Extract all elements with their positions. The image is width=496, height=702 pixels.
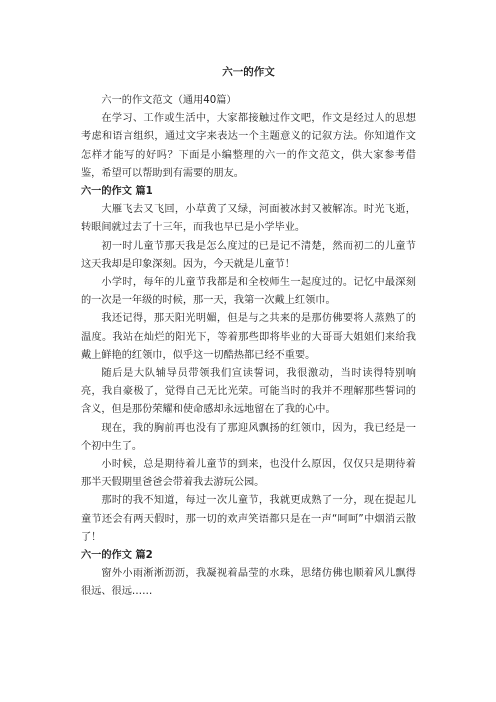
section-1-paragraph: 那时的我不知道，每过一次儿童节，我就更成熟了一分，现在提起儿童节还会有两天假时，那一切的欢声笑语都只是在一声“呵呵”中烟消云散了！ <box>81 495 416 543</box>
section-1-paragraph: 小学时，每年的儿童节我都是和全校师生一起度过的。记忆中最深刻的一次是一年级的时候，那一天，我第一次戴上红领巾。 <box>81 277 416 307</box>
document-title: 六一的作文 <box>222 66 275 78</box>
section-1-paragraph: 初一时儿童节那天我是怎么度过的已是记不清楚，然而初二的儿童节这天我却是印象深刻。因为，今天就是儿童节！ <box>81 240 416 270</box>
section-2-paragraph: 窗外小雨淅淅沥沥，我凝视着晶莹的水珠，思绪仿佛也顺着风儿飘得很远、很远…… <box>81 568 416 598</box>
intro-paragraph-2: 在学习、工作或生活中，大家都接触过作文吧，作文是经过人的思想考虑和语言组织，通过文字来表达一个主题意义的记叙方法。你知道作文怎样才能写的好吗？下面是小编整理的六一的作文范文，供大家参考借鉴，希望可以帮助到有需要的朋友。 <box>81 113 416 179</box>
section-1-paragraph: 小时候，总是期待着儿童节的到来，也没什么原因，仅仅只是期待着那半天假期里爸爸会带着我去游玩公园。 <box>81 459 416 489</box>
intro-paragraph-1: 六一的作文范文（通用40篇） <box>101 95 237 106</box>
section-1-paragraph: 大雁飞去又飞回，小草黄了又绿，河面被冰封又被解冻。时光飞逝，转眼间就过去了十三年，而我也早已是小学毕业。 <box>81 204 416 234</box>
section-1-paragraph: 现在，我的胸前再也没有了那迎风飘扬的红领巾，因为，我已经是一个初中生了。 <box>81 422 416 452</box>
section-heading-2: 六一的作文 篇2 <box>81 550 153 562</box>
section-1-paragraph: 我还记得，那天阳光明媚，但是与之共来的是那仿佛要将人蒸熟了的温度。我站在灿烂的阳光下，等着那些即将毕业的大哥哥大姐姐们来给我戴上鲜艳的红领巾，似乎这一切酷热都已经不重要。 <box>81 313 416 361</box>
section-heading-1: 六一的作文 篇1 <box>81 186 153 198</box>
section-1-paragraph: 随后是大队辅导员带领我们宣读誓词，我很激动，当时读得特别响亮，我自豪极了，觉得自己无比光荣。可能当时的我并不理解那些誓词的含义，但是那份荣耀和使命感却永远地留在了我的心中。 <box>81 368 416 416</box>
